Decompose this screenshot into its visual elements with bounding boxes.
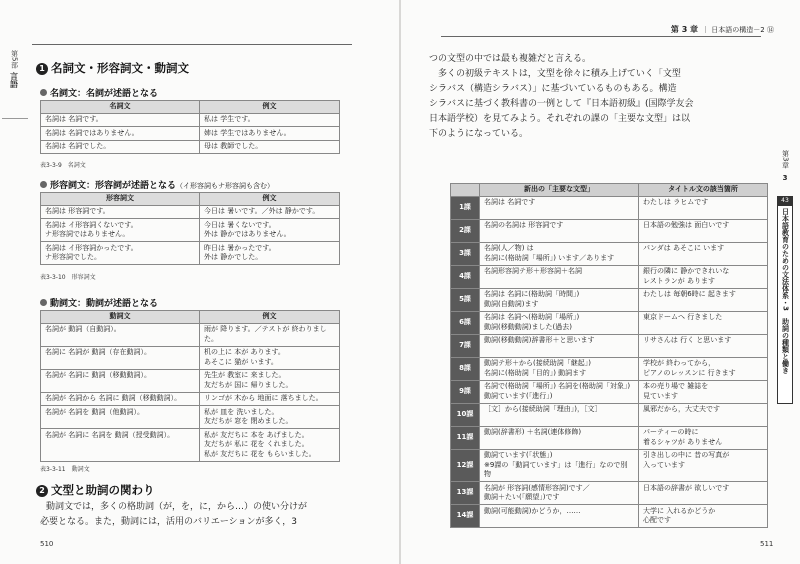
table-cell: 先生が 教室に 来ました。 友だちが 国に 帰りました。 — [200, 369, 340, 392]
table-cell: 机の上に 本が あります。 あそこに 猫が います。 — [200, 346, 340, 369]
table-row — [451, 196, 768, 219]
example-cell: わたしは ラヒムです — [639, 196, 768, 219]
example-cell: 日本語の辞書が 欲しいです — [639, 482, 768, 505]
pattern-cell: 名詞は 名詞に(格助詞「時間」) 動詞(自動詞)ます — [480, 288, 639, 311]
table-row — [451, 505, 768, 528]
lesson-label: 13課 — [451, 482, 480, 505]
example-cell: 風邪だから，大丈夫です — [639, 403, 768, 426]
section2-title: 文型と助詞の関わり — [51, 483, 155, 497]
table-cell: 名詞は 名詞ではありません。 — [41, 127, 200, 141]
pattern-cell: 名詞(人／物) は 名詞に(格助詞「場所」) います／あります — [480, 242, 639, 265]
sub1-heading — [40, 86, 158, 99]
example-cell: 銀行の隣に 静かできれいな レストランが あります — [639, 265, 768, 288]
pattern-cell: 名詞が 形容詞(感情形容詞)です／ 動詞＋たい(「願望」)です — [480, 482, 639, 505]
bullet-icon — [40, 299, 47, 306]
running-header: 第 3 章 ｜ 日本語の構造－2 ⑭ — [670, 25, 774, 34]
table-row — [41, 127, 340, 141]
table-cell: 私は 学生です。 — [200, 113, 340, 127]
lesson-label: 11課 — [451, 426, 480, 449]
lesson-label: 12課 — [451, 449, 480, 482]
table-row — [451, 380, 768, 403]
table-row — [451, 265, 768, 288]
header-rule-right — [441, 36, 761, 37]
example-cell: パーティーの時に 着るシャツが ありません — [639, 426, 768, 449]
table-cell: 名詞が 名詞を 動詞（他動詞）。 — [41, 406, 200, 429]
table-row — [451, 288, 768, 311]
sub3-caption: 表3-3-11 動詞文 — [40, 466, 90, 473]
table-row — [451, 219, 768, 242]
sub2-heading — [40, 178, 274, 191]
table-cell: 名詞が 動詞（自動詞）。 — [41, 323, 200, 346]
lesson-label: 3課 — [451, 242, 480, 265]
lesson-label: 1課 — [451, 196, 480, 219]
section2-number: 2 — [36, 485, 48, 497]
section1-number: 1 — [36, 63, 48, 75]
table-cell: 私が 皿を 洗いました。 友だちが 窓を 閉めました。 — [200, 406, 340, 429]
table-cell: 雨が 降ります。／テストが 終わりました。 — [200, 323, 340, 346]
left-page — [0, 0, 399, 564]
table-row — [41, 346, 340, 369]
table-cell: 名詞は イ形容詞かったです。 ナ形容詞でした。 — [41, 242, 200, 265]
table-row — [41, 406, 340, 429]
column-header: 例文 — [200, 193, 340, 206]
example-cell: わたしは 毎朝6時に 起きます — [639, 288, 768, 311]
header-chapter: 第 3 章 — [670, 25, 699, 34]
sub2-note: （イ形容詞もナ形容詞も含む） — [176, 182, 275, 190]
table-row — [41, 242, 340, 265]
sub1-title: 名詞文：名詞が述語となる — [50, 89, 159, 99]
table-row — [41, 369, 340, 392]
column-header: 新出の「主要な文型」 — [480, 184, 639, 197]
pattern-cell: 名詞で(格助詞「場所」) 名詞を(格助詞「対象」) 動詞ています(「進行」) — [480, 380, 639, 403]
lesson-label: 6課 — [451, 311, 480, 334]
table-cell: 姉は 学生ではありません。 — [200, 127, 340, 141]
pattern-cell: 動詞(移動動詞)辞書形＋と思います — [480, 334, 639, 357]
side-tab-box-num: 43 — [778, 197, 792, 206]
side-tab-left — [6, 50, 22, 88]
table-cell: 名詞が 名詞から 名詞に 動詞（移動動詞）。 — [41, 392, 200, 406]
table-header-row — [451, 184, 768, 197]
pattern-cell: 名詞は 名詞です — [480, 196, 639, 219]
table-row — [451, 334, 768, 357]
table-row — [451, 357, 768, 380]
page-number-right: 511 — [760, 540, 774, 548]
table-cell: リンゴが 木から 地面に 落ちました。 — [200, 392, 340, 406]
body-line: 多くの初級テキストは，文型を徐々に積み上げていく「文型 — [438, 69, 681, 79]
body-line: 必要となる。また，動詞には，活用のバリエーションが多く，3 — [40, 517, 298, 527]
column-header: 名詞文 — [41, 101, 200, 114]
side-tab-right — [775, 150, 795, 183]
table-cell: 名詞に 名詞が 動詞（存在動詞）。 — [41, 346, 200, 369]
pattern-cell: 動詞(可能動詞)かどうか，…… — [480, 505, 639, 528]
sub2-caption: 表3-3-10 形容詞文 — [40, 274, 96, 281]
table-row — [41, 323, 340, 346]
example-cell: 引き出しの中に 昔の写真が 入っています — [639, 449, 768, 482]
lesson-label: 10課 — [451, 403, 480, 426]
pattern-cell: 名詞は 名詞へ(格助詞「場所」) 動詞(移動動詞)ました(過去) — [480, 311, 639, 334]
body-line: 下のようになっている。 — [429, 129, 529, 139]
example-cell: 本の売り場で 雑誌を 見ています — [639, 380, 768, 403]
table-cell: 今日は 暑いです。／外は 静かです。 — [200, 205, 340, 219]
column-header — [451, 184, 480, 197]
table-cell: 名詞が 名詞に 動詞（移動動詞）。 — [41, 369, 200, 392]
table-row — [41, 429, 340, 462]
verb-sentence-table — [40, 310, 340, 462]
table-row — [41, 392, 340, 406]
pattern-cell: 動詞ています(「状態」) ※9課の「動詞ています」は「進行」なので別物 — [480, 449, 639, 482]
table-row — [451, 403, 768, 426]
table-cell: 名詞は 名詞です。 — [41, 113, 200, 127]
table-row — [451, 242, 768, 265]
side-tab-number: 3 — [782, 174, 788, 183]
body-line: シラバスに基づく教科書の一例として『日本語初級』(国際学友会 — [429, 99, 694, 109]
lesson-label: 8課 — [451, 357, 480, 380]
example-cell: 東京ドームへ 行きました — [639, 311, 768, 334]
table-row — [451, 482, 768, 505]
sub3-heading — [40, 296, 158, 309]
lesson-label: 4課 — [451, 265, 480, 288]
bullet-icon — [40, 89, 47, 96]
table-cell: 名詞は イ形容詞くないです。 ナ形容詞ではありません。 — [41, 219, 200, 242]
table-row — [451, 311, 768, 334]
header-title: 日本語の構造－2 — [711, 26, 765, 34]
lesson-label: 5課 — [451, 288, 480, 311]
adjective-sentence-table — [40, 192, 340, 265]
example-cell: 日本語の勉強は 面白いです — [639, 219, 768, 242]
table-row — [451, 426, 768, 449]
body-line: シラバス（構造シラバス）」に基づいているものもある。構造 — [429, 84, 677, 94]
table-cell: 名詞は 形容詞です。 — [41, 205, 200, 219]
table-cell: 昨日は 暑かったです。 外は 静かでした。 — [200, 242, 340, 265]
lesson-pattern-table — [450, 183, 768, 528]
column-header: 形容詞文 — [41, 193, 200, 206]
side-tab-title: 言語 — [9, 72, 19, 89]
section1-heading — [36, 60, 189, 76]
table-row — [41, 140, 340, 154]
example-cell: リサさんは 行く と思います — [639, 334, 768, 357]
table-row — [451, 449, 768, 482]
bullet-icon — [40, 181, 47, 188]
column-header: 動詞文 — [41, 311, 200, 324]
header-marker: ⑭ — [767, 26, 774, 34]
table-row — [41, 219, 340, 242]
body-line: 日本語学校）を見てみよう。それぞれの課の「主要な文型」は以 — [429, 114, 691, 124]
header-rule-left — [32, 44, 352, 45]
pattern-cell: 名詞の名詞は 形容詞です — [480, 219, 639, 242]
side-tab-section: 第5部 — [10, 50, 19, 69]
table-cell: 名詞が 名詞に 名詞を 動詞（授受動詞）。 — [41, 429, 200, 462]
right-body-text — [429, 52, 749, 142]
column-header: 例文 — [200, 311, 340, 324]
sub3-title: 動詞文：動詞が述語となる — [50, 299, 159, 309]
section2-heading — [36, 482, 155, 498]
table-cell: 名詞は 名詞でした。 — [41, 140, 200, 154]
column-header: 例文 — [200, 101, 340, 114]
pattern-cell: 動詞(辞書形) ＋名詞(連体修飾) — [480, 426, 639, 449]
pattern-cell: 名詞形容詞テ形＋形容詞＋名詞 — [480, 265, 639, 288]
lesson-label: 7課 — [451, 334, 480, 357]
body-line: 動詞文では，多くの格助詞（が，を，に，から…）の使い分けが — [46, 502, 308, 512]
sub1-caption: 表3-3-9 名詞文 — [40, 162, 86, 169]
table-header-row — [41, 193, 340, 206]
table-header-row — [41, 311, 340, 324]
lesson-label: 14課 — [451, 505, 480, 528]
section1-title: 名詞文・形容詞文・動詞文 — [51, 61, 189, 75]
table-header-row — [41, 101, 340, 114]
table-row — [41, 113, 340, 127]
table-cell: 今日は 暑くないです。 外は 静かではありません。 — [200, 219, 340, 242]
noun-sentence-table — [40, 100, 340, 154]
page-number-left: 510 — [40, 540, 54, 548]
example-cell: 学校が 終わってから， ピアノのレッスンに 行きます — [639, 357, 768, 380]
example-cell: 大学に 入れるかどうか 心配です — [639, 505, 768, 528]
pattern-cell: ［文］から(接続助詞「理由」)，［文］ — [480, 403, 639, 426]
left-body-text — [40, 500, 356, 530]
side-rule — [2, 118, 28, 119]
sub2-title: 形容詞文：形容詞が述語となる — [50, 181, 177, 191]
example-cell: パンダは あそこに います — [639, 242, 768, 265]
side-tab-chapter: 第3章 — [781, 150, 790, 169]
side-tab-box — [777, 196, 793, 404]
column-header: タイトル文の該当箇所 — [639, 184, 768, 197]
table-row — [41, 205, 340, 219]
lesson-label: 9課 — [451, 380, 480, 403]
lesson-label: 2課 — [451, 219, 480, 242]
pattern-cell: 動詞テ形＋から(接続助詞「継起」) 名詞に(格助詞「目的」) 動詞ます — [480, 357, 639, 380]
body-line: つの文型の中では最も複雑だと言える。 — [429, 54, 592, 64]
table-cell: 母は 教師でした。 — [200, 140, 340, 154]
side-tab-box-text: 日本語教育のための文法体系・3 助詞の種類と働き — [781, 207, 790, 374]
table-cell: 私が 友だちに 本を あげました。 友だちが 私に 花を くれました。 私が 友だちに 花を もらいました。 — [200, 429, 340, 462]
